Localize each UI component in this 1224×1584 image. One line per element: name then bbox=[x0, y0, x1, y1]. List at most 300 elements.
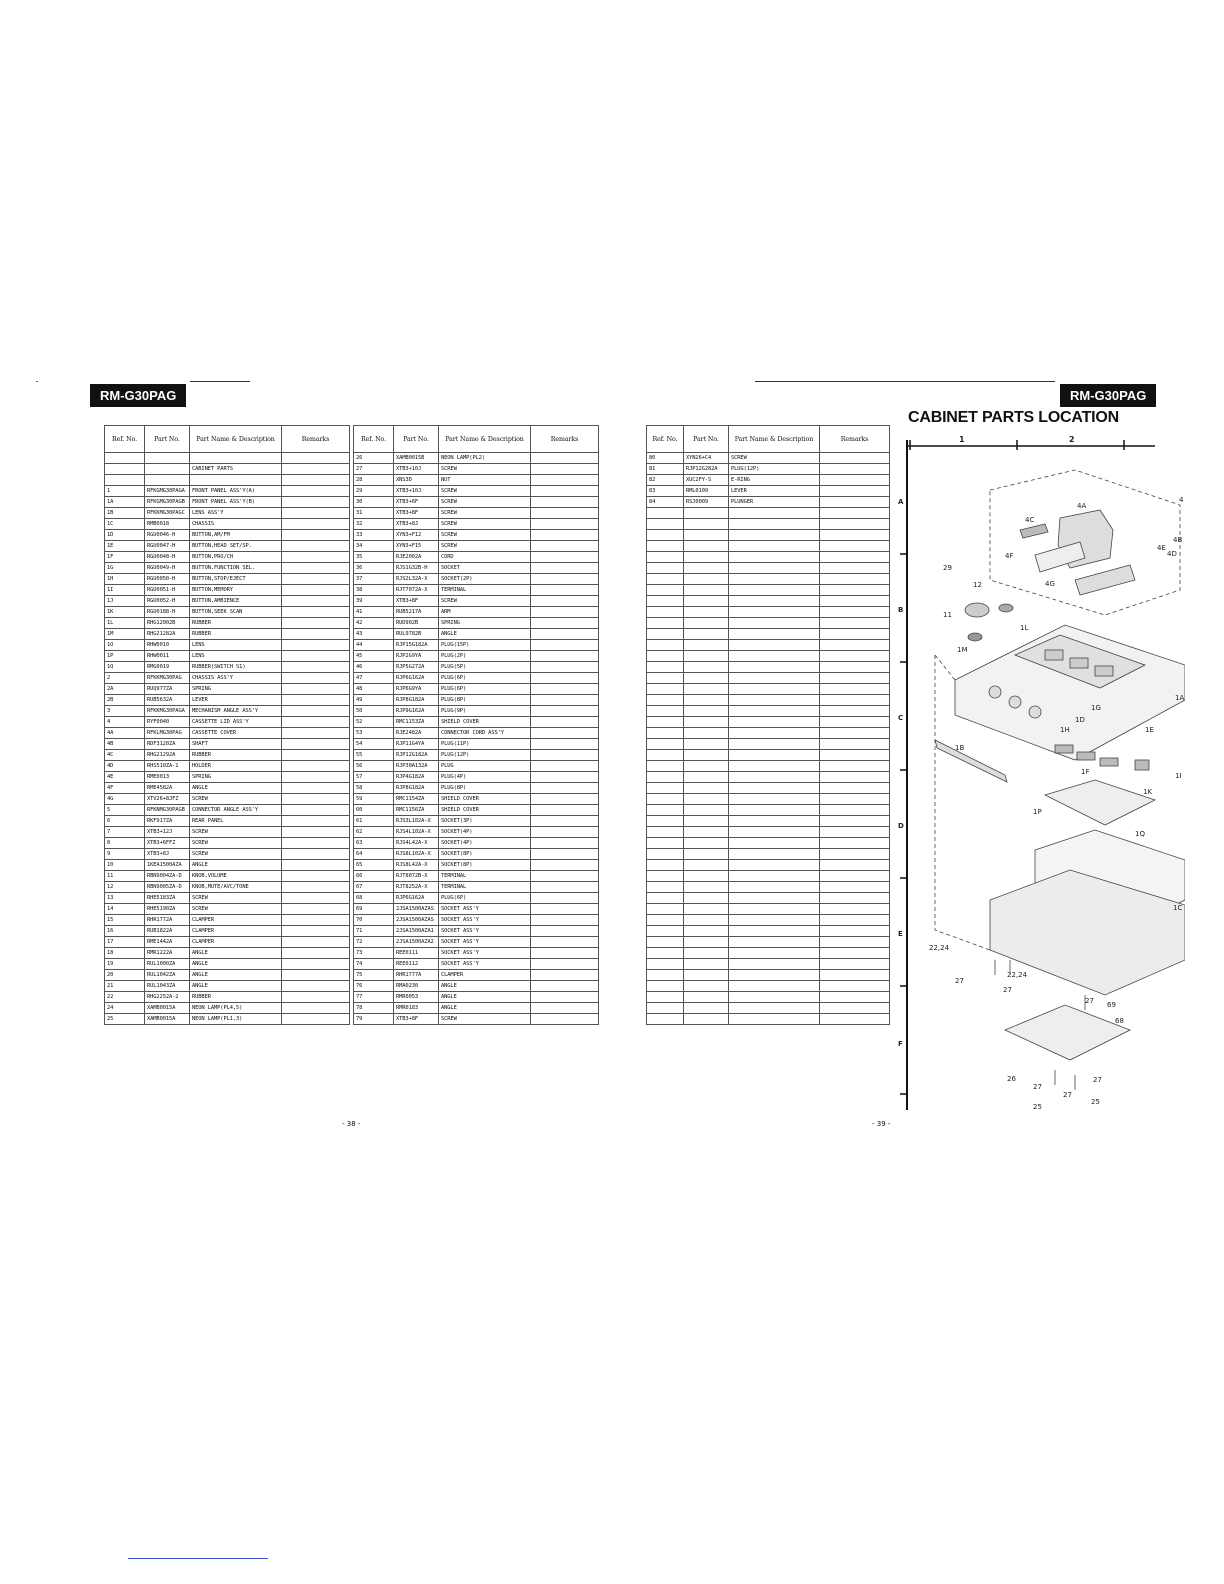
cell-ref: 83 bbox=[647, 486, 684, 497]
cell-part bbox=[684, 717, 729, 728]
table-row bbox=[354, 706, 599, 717]
cell-ref: 1 bbox=[105, 486, 145, 497]
cell-remarks bbox=[820, 706, 890, 717]
table-row bbox=[105, 464, 350, 475]
cell-desc: SCREW bbox=[439, 486, 531, 497]
cell-part: XTB3+8F bbox=[394, 508, 439, 519]
cell-desc: PLUNGER bbox=[729, 497, 820, 508]
cell-remarks bbox=[531, 519, 599, 530]
cell-ref bbox=[647, 783, 684, 794]
table-row bbox=[105, 530, 350, 541]
cell-desc bbox=[729, 574, 820, 585]
cell-desc bbox=[190, 453, 282, 464]
speck bbox=[36, 381, 38, 382]
cell-part: RFKKMG30PAG bbox=[145, 673, 190, 684]
cell-part: RFKLMG30PAG bbox=[145, 728, 190, 739]
table-row bbox=[105, 750, 350, 761]
cell-part: RMC1153ZA bbox=[394, 717, 439, 728]
callout-27: 27 bbox=[1003, 986, 1012, 994]
cell-remarks bbox=[282, 739, 350, 750]
table-row bbox=[647, 882, 890, 893]
cell-part bbox=[684, 618, 729, 629]
table-row bbox=[647, 453, 890, 464]
cell-desc: CASSETTE LID ASS'Y bbox=[190, 717, 282, 728]
cell-part bbox=[684, 904, 729, 915]
cell-ref: 1H bbox=[105, 574, 145, 585]
cell-ref bbox=[647, 706, 684, 717]
cassette-door-part bbox=[1075, 565, 1135, 595]
cell-part bbox=[145, 475, 190, 486]
cell-remarks bbox=[820, 464, 890, 475]
cell-part: RHE5190ZA bbox=[145, 904, 190, 915]
table-row bbox=[647, 673, 890, 684]
cell-remarks bbox=[531, 915, 599, 926]
cell-part: RUL1000ZA bbox=[145, 959, 190, 970]
table-row bbox=[354, 926, 599, 937]
cell-desc: NEON LAMP(PL2) bbox=[439, 453, 531, 464]
cell-desc: PLUG bbox=[439, 761, 531, 772]
cell-part: RJP12G182A bbox=[394, 750, 439, 761]
cell-ref: 65 bbox=[354, 860, 394, 871]
table-row bbox=[647, 695, 890, 706]
table-row bbox=[647, 981, 890, 992]
cell-desc: SOCKET ASS'Y bbox=[439, 948, 531, 959]
cell-ref: 45 bbox=[354, 651, 394, 662]
table-row bbox=[105, 904, 350, 915]
table-row bbox=[105, 585, 350, 596]
cell-part bbox=[684, 794, 729, 805]
cell-remarks bbox=[282, 607, 350, 618]
table-row bbox=[105, 541, 350, 552]
cell-ref: 78 bbox=[354, 1003, 394, 1014]
table-row bbox=[354, 882, 599, 893]
cell-part: RHG21282A bbox=[145, 629, 190, 640]
cell-part: RHS510ZA-1 bbox=[145, 761, 190, 772]
cell-desc bbox=[729, 563, 820, 574]
table-row bbox=[647, 959, 890, 970]
cell-part: RHG12002B bbox=[145, 618, 190, 629]
cell-ref bbox=[647, 717, 684, 728]
cell-part: RHG21292A bbox=[145, 750, 190, 761]
cell-ref: 2A bbox=[105, 684, 145, 695]
cell-desc bbox=[729, 706, 820, 717]
cell-part: XTB3+6FFZ bbox=[145, 838, 190, 849]
cell-ref: 49 bbox=[354, 695, 394, 706]
exploded-diagram bbox=[895, 430, 1185, 1120]
cell-ref: 41 bbox=[354, 607, 394, 618]
cell-ref: 35 bbox=[354, 552, 394, 563]
cell-part bbox=[684, 948, 729, 959]
cell-part: RUB5217A bbox=[394, 607, 439, 618]
cell-remarks bbox=[282, 904, 350, 915]
cell-ref: 1I bbox=[105, 585, 145, 596]
cell-remarks bbox=[282, 541, 350, 552]
cell-desc: RUBBER(SWITCH S1) bbox=[190, 662, 282, 673]
cell-remarks bbox=[820, 772, 890, 783]
table-row bbox=[647, 937, 890, 948]
table-row bbox=[354, 486, 599, 497]
table-row bbox=[647, 486, 890, 497]
cell-remarks bbox=[820, 882, 890, 893]
callout-27: 27 bbox=[1063, 1091, 1072, 1099]
cell-ref: 1L bbox=[105, 618, 145, 629]
cell-part: RMR0183 bbox=[394, 1003, 439, 1014]
cell-remarks bbox=[820, 629, 890, 640]
callout-1f: 1F bbox=[1081, 768, 1090, 776]
callout-1b: 1B bbox=[955, 744, 965, 752]
table-row bbox=[105, 783, 350, 794]
cell-remarks bbox=[282, 937, 350, 948]
cell-ref bbox=[647, 860, 684, 871]
cell-desc bbox=[729, 1014, 820, 1025]
cell-ref bbox=[647, 827, 684, 838]
cell-remarks bbox=[820, 893, 890, 904]
cell-remarks bbox=[282, 640, 350, 651]
cell-desc: SPRING bbox=[190, 684, 282, 695]
cell-remarks bbox=[820, 970, 890, 981]
callout-4f: 4F bbox=[1005, 552, 1014, 560]
cell-desc: SHIELD COVER bbox=[439, 717, 531, 728]
cell-desc: TERMINAL bbox=[439, 585, 531, 596]
cell-ref bbox=[647, 772, 684, 783]
cell-desc: TERMINAL bbox=[439, 871, 531, 882]
cell-part bbox=[684, 893, 729, 904]
cell-remarks bbox=[531, 662, 599, 673]
cell-part: XYN3+F12 bbox=[394, 530, 439, 541]
callout-69: 69 bbox=[1107, 1001, 1116, 1009]
cell-part bbox=[684, 860, 729, 871]
cell-remarks bbox=[531, 508, 599, 519]
cell-desc: CHASSIS bbox=[190, 519, 282, 530]
cell-ref: 44 bbox=[354, 640, 394, 651]
cell-desc: REAR PANEL bbox=[190, 816, 282, 827]
cell-desc: PLUG(8P) bbox=[439, 783, 531, 794]
table-row bbox=[105, 761, 350, 772]
cell-remarks bbox=[282, 882, 350, 893]
callout-27: 27 bbox=[1085, 997, 1094, 1005]
cell-remarks bbox=[531, 618, 599, 629]
cell-ref: 50 bbox=[354, 706, 394, 717]
cell-ref: 52 bbox=[354, 717, 394, 728]
callout-1a: 1A bbox=[1175, 694, 1185, 702]
cell-part: RFKGMG30PAGA bbox=[145, 486, 190, 497]
cell-ref: 4B bbox=[105, 739, 145, 750]
table-row bbox=[647, 1003, 890, 1014]
cell-remarks bbox=[531, 651, 599, 662]
cell-desc bbox=[729, 772, 820, 783]
cell-part: XTB3+12J bbox=[145, 827, 190, 838]
table-row bbox=[647, 519, 890, 530]
cell-desc: RUBBER bbox=[190, 618, 282, 629]
cell-desc: PLUG(15P) bbox=[439, 640, 531, 651]
cell-desc: BUTTON,STOP/EJECT bbox=[190, 574, 282, 585]
cell-ref: 13 bbox=[105, 893, 145, 904]
cell-remarks bbox=[531, 750, 599, 761]
cell-part: RHW0010 bbox=[145, 640, 190, 651]
cell-ref: 21 bbox=[105, 981, 145, 992]
cell-part: XTB3+6F bbox=[394, 497, 439, 508]
table-row bbox=[105, 860, 350, 871]
cell-part: RGU0046-H bbox=[145, 530, 190, 541]
table-row bbox=[647, 750, 890, 761]
cell-desc: SCREW bbox=[439, 541, 531, 552]
cell-ref: 57 bbox=[354, 772, 394, 783]
cell-desc bbox=[729, 717, 820, 728]
cell-ref bbox=[105, 453, 145, 464]
table-row bbox=[647, 684, 890, 695]
cell-part: XTB3+8J bbox=[145, 849, 190, 860]
cell-desc bbox=[729, 893, 820, 904]
cell-desc: SCREW bbox=[439, 519, 531, 530]
cell-remarks bbox=[531, 794, 599, 805]
cell-ref bbox=[647, 673, 684, 684]
cell-part bbox=[684, 882, 729, 893]
cell-desc bbox=[729, 739, 820, 750]
cell-part bbox=[684, 552, 729, 563]
cell-remarks bbox=[820, 805, 890, 816]
cell-ref bbox=[647, 574, 684, 585]
table-row bbox=[647, 717, 890, 728]
cell-desc: LENS ASS'Y bbox=[190, 508, 282, 519]
cell-ref: 9 bbox=[105, 849, 145, 860]
cell-desc bbox=[729, 695, 820, 706]
cell-desc: RUBBER bbox=[190, 992, 282, 1003]
cell-part: RFKNMG30PAGB bbox=[145, 805, 190, 816]
table-row bbox=[647, 651, 890, 662]
cell-part: RJE2002A bbox=[394, 552, 439, 563]
cell-remarks bbox=[531, 541, 599, 552]
cell-ref: 1J bbox=[105, 596, 145, 607]
cell-part: RJS8L102A-X bbox=[394, 849, 439, 860]
table-row bbox=[354, 750, 599, 761]
cell-part: RUB5632A bbox=[145, 695, 190, 706]
callout-27: 27 bbox=[1033, 1083, 1042, 1091]
cell-desc: SOCKET ASS'Y bbox=[439, 937, 531, 948]
cell-remarks bbox=[282, 651, 350, 662]
callout-29: 29 bbox=[943, 564, 952, 572]
cell-remarks bbox=[282, 684, 350, 695]
cell-desc: BUTTON,MEMORY bbox=[190, 585, 282, 596]
cell-part: RMA0230 bbox=[394, 981, 439, 992]
table-row bbox=[105, 1003, 350, 1014]
cell-remarks bbox=[820, 453, 890, 464]
table-row bbox=[647, 970, 890, 981]
cell-desc: SCREW bbox=[190, 893, 282, 904]
cell-remarks bbox=[531, 937, 599, 948]
cell-remarks bbox=[820, 475, 890, 486]
cell-desc bbox=[729, 651, 820, 662]
cell-remarks bbox=[820, 574, 890, 585]
cell-desc: CONNECTOR CORD ASS'Y bbox=[439, 728, 531, 739]
cell-remarks bbox=[531, 486, 599, 497]
cell-ref bbox=[647, 728, 684, 739]
cell-desc: CLAMPER bbox=[190, 926, 282, 937]
cell-remarks bbox=[820, 915, 890, 926]
table-row bbox=[105, 574, 350, 585]
cell-ref bbox=[647, 915, 684, 926]
table-row bbox=[105, 926, 350, 937]
cell-desc: SCREW bbox=[439, 497, 531, 508]
cell-desc: ANGLE bbox=[190, 948, 282, 959]
model-badge-right: RM-G30PAG bbox=[1060, 384, 1156, 407]
cell-desc: BUTTON,FUNCTION SEL. bbox=[190, 563, 282, 574]
cell-desc bbox=[729, 508, 820, 519]
table-row bbox=[105, 706, 350, 717]
cell-remarks bbox=[531, 739, 599, 750]
table-row bbox=[354, 992, 599, 1003]
cell-part: RUL9782B bbox=[394, 629, 439, 640]
cell-part bbox=[684, 596, 729, 607]
cell-remarks bbox=[531, 772, 599, 783]
panel-knob bbox=[1029, 706, 1041, 718]
bottom-board bbox=[1005, 1005, 1130, 1060]
table-row bbox=[105, 640, 350, 651]
cell-ref: 4G bbox=[105, 794, 145, 805]
cell-remarks bbox=[282, 761, 350, 772]
cell-ref: 66 bbox=[354, 871, 394, 882]
cell-part: 2JSA1500AZA2 bbox=[394, 937, 439, 948]
table-row bbox=[105, 695, 350, 706]
cell-remarks bbox=[282, 574, 350, 585]
callout-4e: 4E bbox=[1157, 544, 1166, 552]
cell-desc: PLUG(12P) bbox=[729, 464, 820, 475]
cell-ref bbox=[647, 750, 684, 761]
cell-desc bbox=[729, 860, 820, 871]
cell-desc bbox=[729, 728, 820, 739]
cell-desc: SCREW bbox=[439, 508, 531, 519]
cell-remarks bbox=[820, 838, 890, 849]
cell-remarks bbox=[820, 739, 890, 750]
col-remarks: Remarks bbox=[820, 426, 890, 453]
col-ref: Ref. No. bbox=[105, 426, 145, 453]
cell-desc: ANGLE bbox=[439, 992, 531, 1003]
table-row bbox=[647, 805, 890, 816]
rubber-part-4c bbox=[1020, 524, 1048, 538]
cell-remarks bbox=[820, 1003, 890, 1014]
cell-remarks bbox=[282, 695, 350, 706]
parts-table-3 bbox=[646, 425, 890, 1025]
cell-ref: 7 bbox=[105, 827, 145, 838]
cell-ref bbox=[647, 981, 684, 992]
cell-desc: BUTTON,AM/FM bbox=[190, 530, 282, 541]
cell-part bbox=[684, 585, 729, 596]
cell-part: RJP8G182A bbox=[394, 783, 439, 794]
cell-ref: 5 bbox=[105, 805, 145, 816]
table-row bbox=[354, 772, 599, 783]
cell-ref: 1G bbox=[105, 563, 145, 574]
table-header-row bbox=[647, 426, 890, 453]
cell-remarks bbox=[531, 1003, 599, 1014]
cell-ref: 47 bbox=[354, 673, 394, 684]
cell-part: RYF0040 bbox=[145, 717, 190, 728]
page-number-left: - 38 - bbox=[342, 1120, 361, 1128]
callout-4b: 4B bbox=[1173, 536, 1183, 544]
cell-desc: HOLDER bbox=[190, 761, 282, 772]
cell-desc: CLAMPER bbox=[439, 970, 531, 981]
cell-ref bbox=[647, 816, 684, 827]
table-row bbox=[647, 596, 890, 607]
cell-remarks bbox=[282, 970, 350, 981]
callout-25: 25 bbox=[1091, 1098, 1100, 1106]
table-row bbox=[647, 585, 890, 596]
cell-ref: 30 bbox=[354, 497, 394, 508]
cell-desc: CONNECTOR ANGLE ASS'Y bbox=[190, 805, 282, 816]
table-row bbox=[105, 596, 350, 607]
cell-ref: 71 bbox=[354, 926, 394, 937]
parts-table-1 bbox=[104, 425, 350, 1025]
cell-part: XUC2FY-S bbox=[684, 475, 729, 486]
table-row bbox=[354, 574, 599, 585]
table-row bbox=[354, 530, 599, 541]
cell-desc: SPRING bbox=[190, 772, 282, 783]
cell-remarks bbox=[820, 761, 890, 772]
row-mark-c: C bbox=[898, 714, 904, 722]
cell-ref: 22 bbox=[105, 992, 145, 1003]
cell-desc bbox=[729, 673, 820, 684]
cell-part bbox=[684, 706, 729, 717]
cell-ref: 19 bbox=[105, 959, 145, 970]
cell-part: RJP4G182A bbox=[394, 772, 439, 783]
cell-desc: NEON LAMP(PL4,5) bbox=[190, 1003, 282, 1014]
cell-part: RJP15G182A bbox=[394, 640, 439, 651]
cell-ref: 42 bbox=[354, 618, 394, 629]
table-row bbox=[105, 772, 350, 783]
display-segment bbox=[1070, 658, 1088, 668]
cell-part: RGU0048-H bbox=[145, 552, 190, 563]
callout-4a: 4A bbox=[1077, 502, 1087, 510]
cell-remarks bbox=[820, 651, 890, 662]
table-row bbox=[105, 486, 350, 497]
table-row bbox=[105, 970, 350, 981]
callout-12: 12 bbox=[973, 581, 982, 589]
cell-desc: NEON LAMP(PL1,3) bbox=[190, 1014, 282, 1025]
cell-ref: 73 bbox=[354, 948, 394, 959]
cell-part: RJT8072B-X bbox=[394, 871, 439, 882]
cell-ref bbox=[647, 948, 684, 959]
cell-desc: RUBBER bbox=[190, 629, 282, 640]
cell-remarks bbox=[820, 926, 890, 937]
cell-desc: SOCKET ASS'Y bbox=[439, 904, 531, 915]
table-row bbox=[105, 992, 350, 1003]
cell-remarks bbox=[820, 992, 890, 1003]
cell-remarks bbox=[820, 530, 890, 541]
col-remarks: Remarks bbox=[282, 426, 350, 453]
cell-part: RGU0047-H bbox=[145, 541, 190, 552]
callout-1h: 1H bbox=[1060, 726, 1070, 734]
cell-ref bbox=[647, 970, 684, 981]
cell-desc bbox=[729, 761, 820, 772]
cell-part: XNS3D bbox=[394, 475, 439, 486]
cell-remarks bbox=[531, 948, 599, 959]
cell-desc: PLUG(12P) bbox=[439, 750, 531, 761]
cell-part: XAMB0015B bbox=[394, 453, 439, 464]
cell-ref bbox=[647, 552, 684, 563]
table-row bbox=[647, 640, 890, 651]
cell-desc: RUBBER bbox=[190, 750, 282, 761]
table-row bbox=[647, 948, 890, 959]
cell-remarks bbox=[820, 607, 890, 618]
cell-ref bbox=[647, 508, 684, 519]
cell-ref bbox=[647, 849, 684, 860]
cell-ref: 4A bbox=[105, 728, 145, 739]
table-row bbox=[354, 684, 599, 695]
table-row bbox=[105, 673, 350, 684]
col-part: Part No. bbox=[394, 426, 439, 453]
button-1e bbox=[1135, 760, 1149, 770]
cell-part bbox=[684, 629, 729, 640]
cell-ref bbox=[647, 992, 684, 1003]
cell-desc: BUTTON,AMBIENCE bbox=[190, 596, 282, 607]
